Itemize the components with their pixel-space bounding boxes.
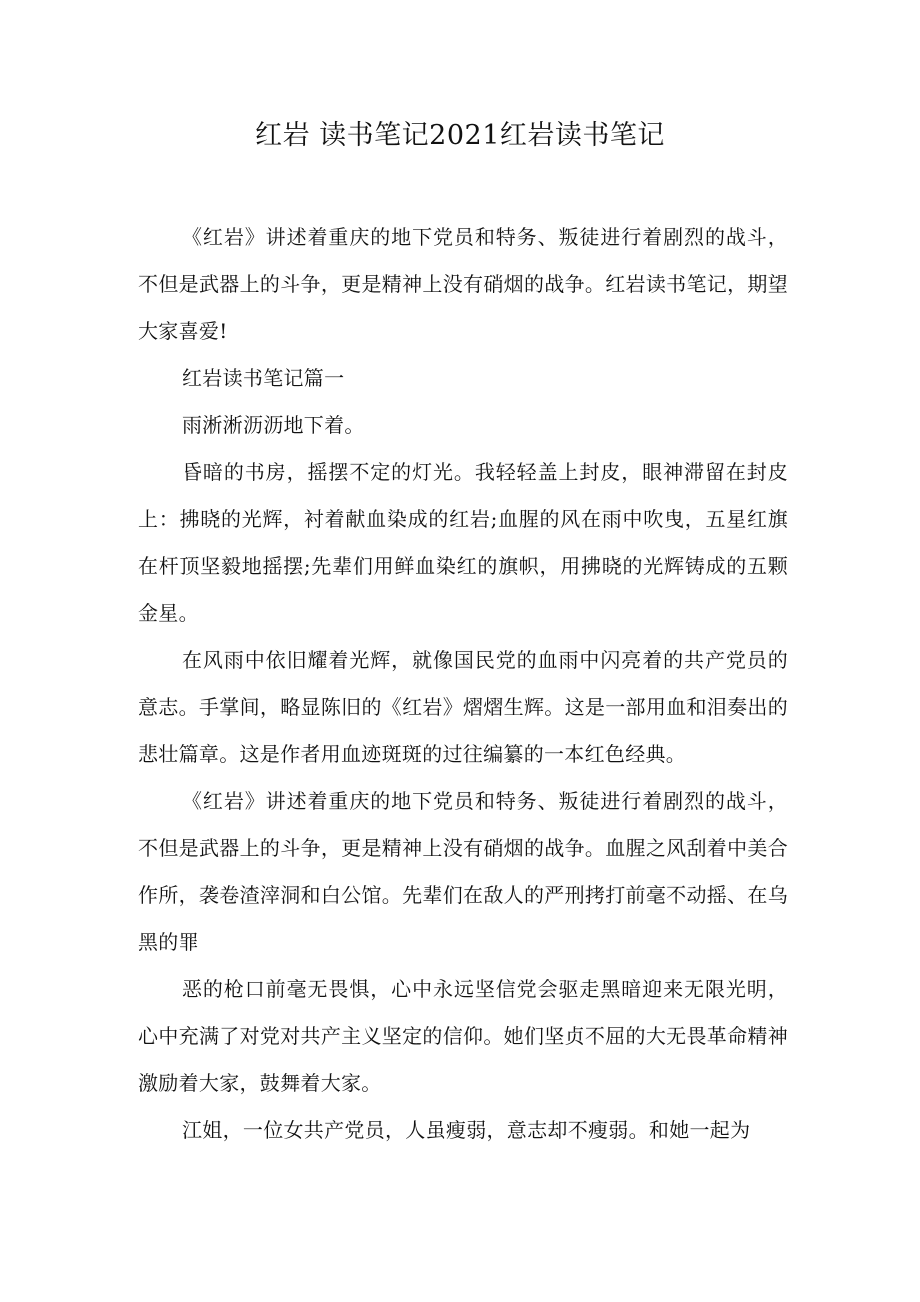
- paragraph-intro: 《红岩》讲述着重庆的地下党员和特务、叛徒进行着剧烈的战斗，不但是武器上的斗争，更是精神上没有硝烟的战争。红岩读书笔记，期望大家喜爱!: [138, 225, 788, 343]
- paragraph: 恶的枪口前毫无畏惧，心中永远坚信党会驱走黑暗迎来无限光明，心中充满了对党对共产主义坚定的信仰。她们坚贞不屈的大无畏革命精神激励着大家，鼓舞着大家。: [138, 977, 788, 1095]
- section-heading: 红岩读书笔记篇一: [182, 366, 345, 390]
- paragraph: 昏暗的书房，摇摆不定的灯光。我轻轻盖上封皮，眼神滞留在封皮上：拂晓的光辉，衬着献血染成的红岩;血腥的风在雨中吹曳，五星红旗在杆顶坚毅地摇摆;先辈们用鲜血染红的旗帜，用拂晓的光辉铸成的五颗金星。: [138, 460, 788, 625]
- document-body: [138, 214, 788, 1154]
- document-title: 红岩 读书笔记2021红岩读书笔记: [255, 120, 665, 151]
- paragraph: 雨淅淅沥沥地下着。: [182, 413, 365, 437]
- paragraph: 江姐，一位女共产党员，人虽瘦弱，意志却不瘦弱。和她一起为: [182, 1118, 751, 1142]
- paragraph: 在风雨中依旧耀着光辉，就像国民党的血雨中闪亮着的共产党员的意志。手掌间，略显陈旧的《红岩》熠熠生辉。这是一部用血和泪奏出的悲壮篇章。这是作者用血迹斑斑的过往编纂的一本红色经典。: [138, 648, 788, 766]
- paragraph: 《红岩》讲述着重庆的地下党员和特务、叛徒进行着剧烈的战斗，不但是武器上的斗争，更是精神上没有硝烟的战争。血腥之风刮着中美合作所，袭卷渣滓洞和白公馆。先辈们在敌人的严刑拷打前毫不动摇、在乌黑的罪: [138, 789, 788, 954]
